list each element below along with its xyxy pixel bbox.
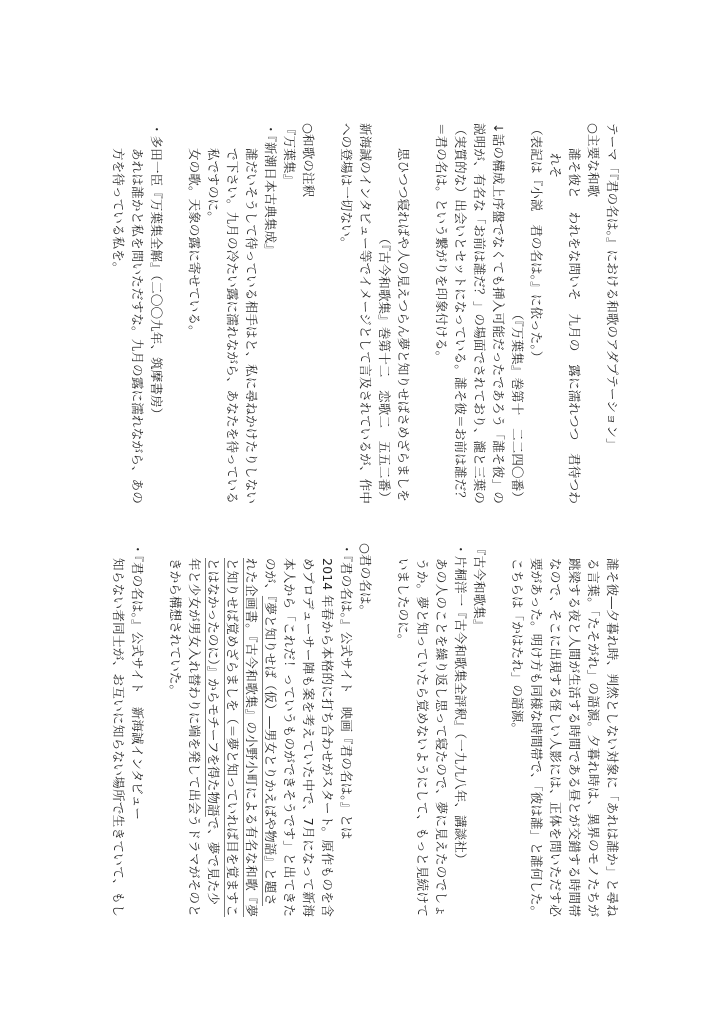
- body-text: こちらは「かはたれ」の語源。: [510, 558, 525, 736]
- underlined-text: れた企画書。『古今和歌集』の小野小町による有名な和歌『夢: [244, 558, 259, 917]
- body-text: ↓話の構成上序盤でなくても挿入可能だったであろう「誰そ彼」の: [491, 123, 506, 504]
- blank-line: [147, 543, 166, 917]
- notation-note: （表記は『小説 君の名は。』に依った。）: [529, 123, 544, 364]
- body-text: [223, 543, 242, 917]
- body-text: で下さい。九月の冷たい露に濡れながら、あなたを待っている: [225, 148, 240, 504]
- body-text: 知らない者同士が、お互いに知らない場所で生きていて、もし: [111, 558, 126, 917]
- body-text: 方を待っている私を。: [111, 148, 126, 275]
- body-text: [204, 543, 223, 917]
- reference-item: ・片桐洋一『古今和歌集全評釈』（一九九八年、講談社）: [453, 543, 468, 866]
- right-column: [109, 543, 622, 917]
- body-text: 私ですのに。: [206, 148, 221, 224]
- poem-citation: （『万葉集』巻第十 二二四〇番）: [510, 307, 525, 504]
- underlined-text: 『夢と知りせば（仮）―男女とりかえばや物語』と題さ: [263, 595, 278, 906]
- underlined-text: とはなかったのに）』からモチーフを得た物語: [206, 558, 221, 817]
- body-text: 本人から「これだ！っていうものができそうです」と出てきた: [282, 558, 297, 917]
- theme-title: テーマ「『君の名は。』における和歌のアダプテーション」: [605, 123, 620, 451]
- section-heading-kiminonawa: ○君の名は。: [358, 543, 373, 618]
- body-text: あれは誰かと私を問いただすな。九月の露に濡れながら、あの: [130, 148, 145, 504]
- body-text: 要があった。明け方も同様な時間帯で、「彼は誰」と誰何した。: [529, 558, 544, 919]
- body-text: 説明が、有名な「お前は誰だ？」の場面でされており、瀧と三葉の: [472, 123, 487, 504]
- reference-item: ・『君の名は。』公式サイト 新海誠インタビュー: [130, 543, 145, 821]
- poem-citation: （『古今和歌集』巻第十二 恋歌二 五五二番）: [377, 231, 392, 504]
- underlined-text: と知りせば覚めざらましを（＝夢と知っていれば目を覚ますこ: [225, 558, 240, 917]
- blank-line: [318, 123, 337, 504]
- body-text: 誰そ彼―夕暮れ時、判然としない対象に「あれは誰か」と尋ね: [605, 558, 620, 917]
- poem-line: 誰そ彼と われをな問いそ 九月の 露に濡れつつ 君待つわ: [567, 148, 582, 504]
- source-heading: 『古今和歌集』: [472, 543, 487, 632]
- body-text: [242, 543, 261, 917]
- reference-item: ・『君の名は。』公式サイト 映画『君の名は。』とは: [339, 543, 354, 840]
- body-text: 新海誠のインタビュー等でイメージとして言及されているが、作中: [358, 123, 373, 504]
- body-text: いましたのに。: [396, 558, 411, 647]
- body-text: 誰だいそうして待っている相手はと、私に尋ねかけたりしない: [244, 148, 259, 504]
- body-text: 女の歌。天象の露に寄せている。: [187, 148, 202, 338]
- blank-line: [166, 123, 185, 504]
- body-text: 年と少女が男女入れ替わりに端を発して出会うドラマがそのと: [187, 558, 202, 917]
- body-text: る言葉。「たそがれ」の語源。夕暮れ時は、異界のモノたちが: [586, 558, 601, 917]
- poem-line: 思ひつつ寝ればや人の見えつらん夢と知りせばさめざらましを: [396, 148, 411, 502]
- body-text: 跳梁する夜と人間が生活する時間である昼とが交錯する時間帯: [567, 558, 582, 917]
- section-heading-annotation: ○和歌の注釈: [301, 123, 316, 198]
- body-text: きから構想されていた。: [168, 558, 183, 698]
- body-text: [261, 543, 280, 917]
- body-text-segment: のが、: [263, 558, 278, 596]
- blank-line: [413, 123, 432, 504]
- body-text-segment: で、夢で見た少: [206, 816, 221, 906]
- source-heading: 『万葉集』: [282, 123, 297, 187]
- body-text: （実質的な）出会いとセットになっている。誰そ彼＝お前は誰だ？: [453, 123, 468, 504]
- body-text: ＝君の名は。という繋がりを印象付ける。: [434, 123, 449, 364]
- body-text: なので、そこに出現する怪しい人影には、正体を問いただす必: [548, 558, 563, 917]
- body-text: 2014 年春から本格的に打ち合わせがスタート。原作ものを含: [320, 558, 335, 917]
- poem-line: れそ: [548, 153, 563, 179]
- reference-item: ・多田一臣『万葉集全解』（二〇〇九年、筑摩書房）: [149, 123, 164, 421]
- blank-line: [489, 543, 508, 917]
- section-heading-main-waka: ○主要な和歌: [586, 123, 601, 198]
- blank-line: [375, 543, 394, 917]
- left-column: [109, 123, 622, 504]
- body-text: めプロデューサー陣も案を考えていた中で、7月になって新海: [301, 558, 316, 917]
- body-text: への登場は一切ない。: [339, 123, 354, 250]
- reference-item: ・『新潮日本古典集成』: [263, 123, 278, 256]
- body-text: うか。夢と知っていたら覚めないようにして、もっと見続けて: [415, 558, 430, 917]
- body-text: あの人のことを繰り返し思って寝たので、夢に見えたのでしょ: [434, 558, 449, 917]
